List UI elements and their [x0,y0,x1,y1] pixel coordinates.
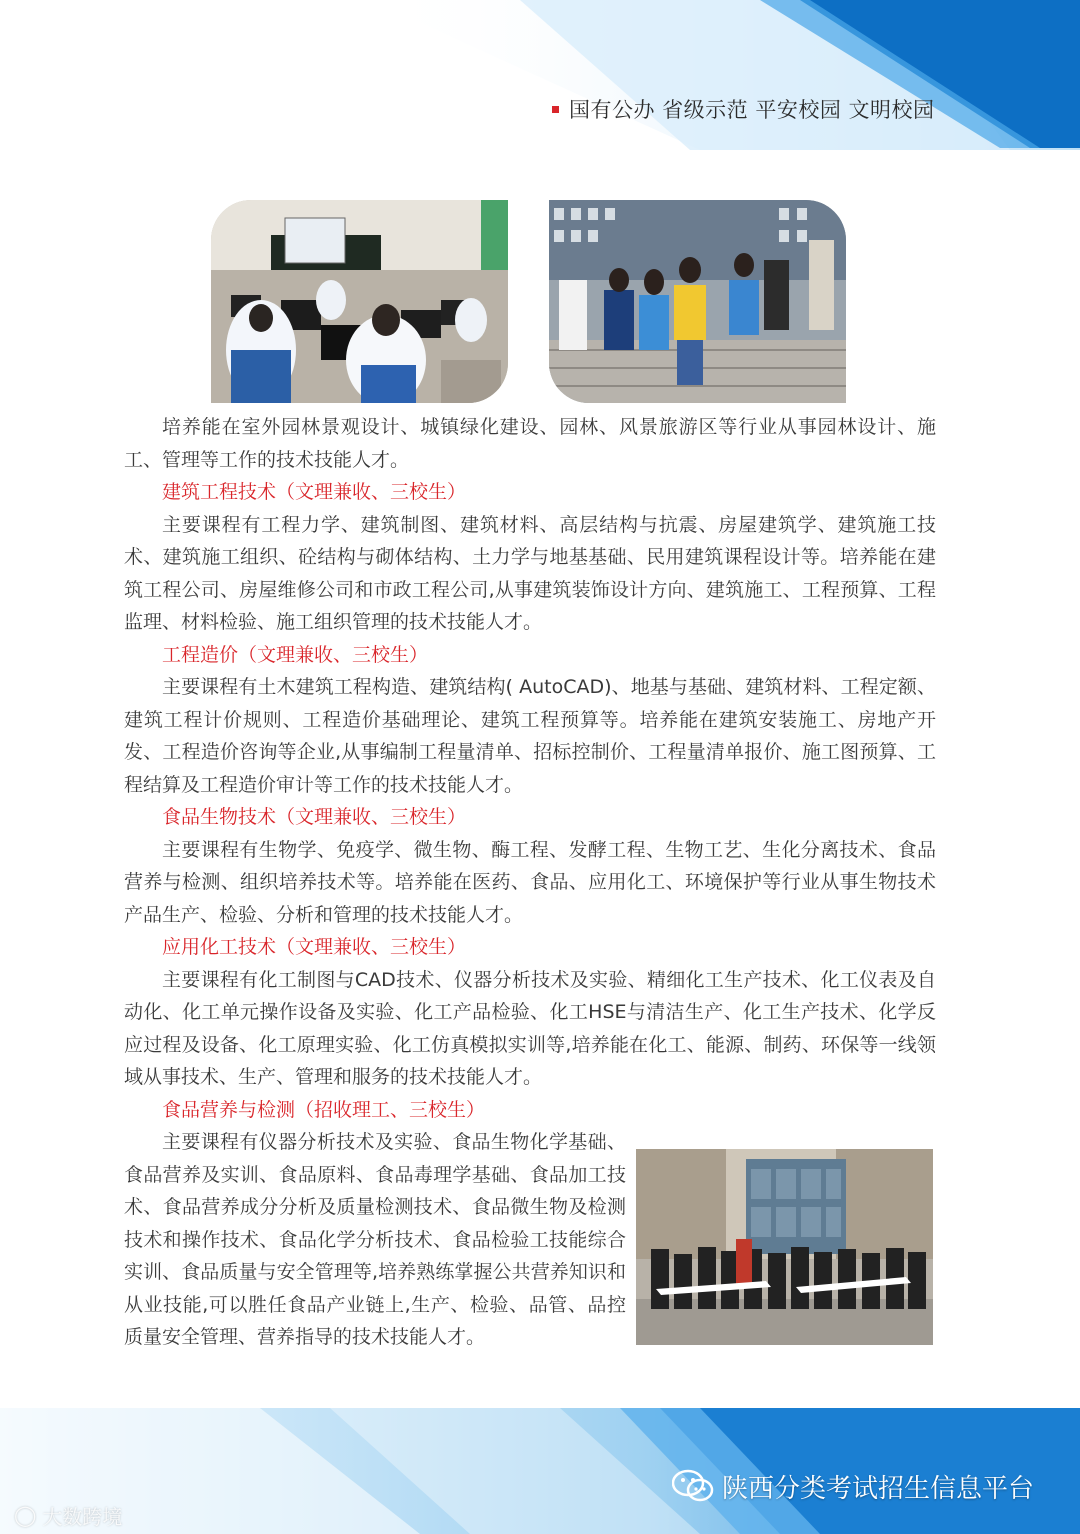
slogan-text: 国有公办 省级示范 平安校园 文明校园 [569,98,935,122]
wechat-account-name: 陕西分类考试招生信息平台 [722,1473,1035,1504]
major-title: 建筑工程技术（文理兼收、三校生） [162,481,467,503]
classroom-photo [211,200,508,403]
major-title: 食品生物技术（文理兼收、三校生） [162,806,467,828]
major-section [124,801,936,931]
wechat-account-label [672,1466,1034,1506]
major-description: 主要课程有土木建筑工程构造、建筑结构( AutoCAD)、地基与基础、建筑材料、工程定额、建筑工程计价规则、工程造价基础理论、建筑工程预算等。培养能在建筑安装施工、房地产开发、工程造价咨询等企业,从事编制工程量清单、招标控制价、工程量清单报价、施工图预算、工程结算及工程造价审计等工作的技术技能人才。 [124,676,936,796]
left-watermark [14,1500,122,1530]
major-section [124,931,936,1094]
major-section [124,476,936,639]
major-description: 主要课程有工程力学、建筑制图、建筑材料、高层结构与抗震、房屋建筑学、建筑施工技术、建筑施工组织、砼结构与砌体结构、土力学与地基基础、民用建筑课程设计等。培养能在建筑工程公司、房屋维修公司和市政工程公司,从事建筑装饰设计方向、建筑施工、工程预算、工程监理、材料检验、施工组织管理的技术技能人才。 [124,513,936,633]
major-description: 主要课程有化工制图与CAD技术、仪器分析技术及实验、精细化工生产技术、化工仪表及自动化、化工单元操作设备及实验、化工产品检验、化工HSE与清洁生产、化工生产技术、化学反应过程及设备、化工原理实验、化工仿真模拟实训等,培养能在化工、能源、制药、环保等一线领域从事技术、生产、管理和服务的技术技能人才。 [124,968,936,1088]
major-title: 工程造价（文理兼收、三校生） [162,643,429,666]
group-photo [636,1149,933,1345]
header-slogan [552,94,935,124]
major-section [124,639,936,802]
students-photo [549,200,846,403]
left-watermark-text: 大数跨境 [42,1504,123,1529]
intro-paragraph: 培养能在室外园林景观设计、城镇绿化建设、园林、风景旅游区等行业从事园林设计、施工、管理等工作的技术技能人才。 [124,416,936,471]
logo-icon: ◯ [14,1503,37,1527]
major-description: 主要课程有仪器分析技术及实验、食品生物化学基础、食品营养及实训、食品原料、食品毒理学基础、食品加工技术、食品营养成分分析及质量检测技术、食品微生物及检测技术和操作技术、食品化学分析技术、食品检验工技能综合实训、食品质量与安全管理等,培养熟练掌握公共营养知识和从业技能,可以胜任食品产业链上,生产、检验、品管、品控质量安全管理、营养指导的技术技能人才。 [124,1131,626,1348]
major-title: 食品营养与检测（招收理工、三校生） [162,1098,486,1121]
bullet-square-icon [552,106,559,113]
wechat-icon [672,1469,714,1503]
major-description: 主要课程有生物学、免疫学、微生物、酶工程、发酵工程、生物工艺、生化分离技术、食品营养与检测、组织培养技术等。培养能在医药、食品、应用化工、环境保护等行业从事生物技术产品生产、检验、分析和管理的技术技能人才。 [124,838,936,926]
major-title: 应用化工技术（文理兼收、三校生） [162,936,467,958]
